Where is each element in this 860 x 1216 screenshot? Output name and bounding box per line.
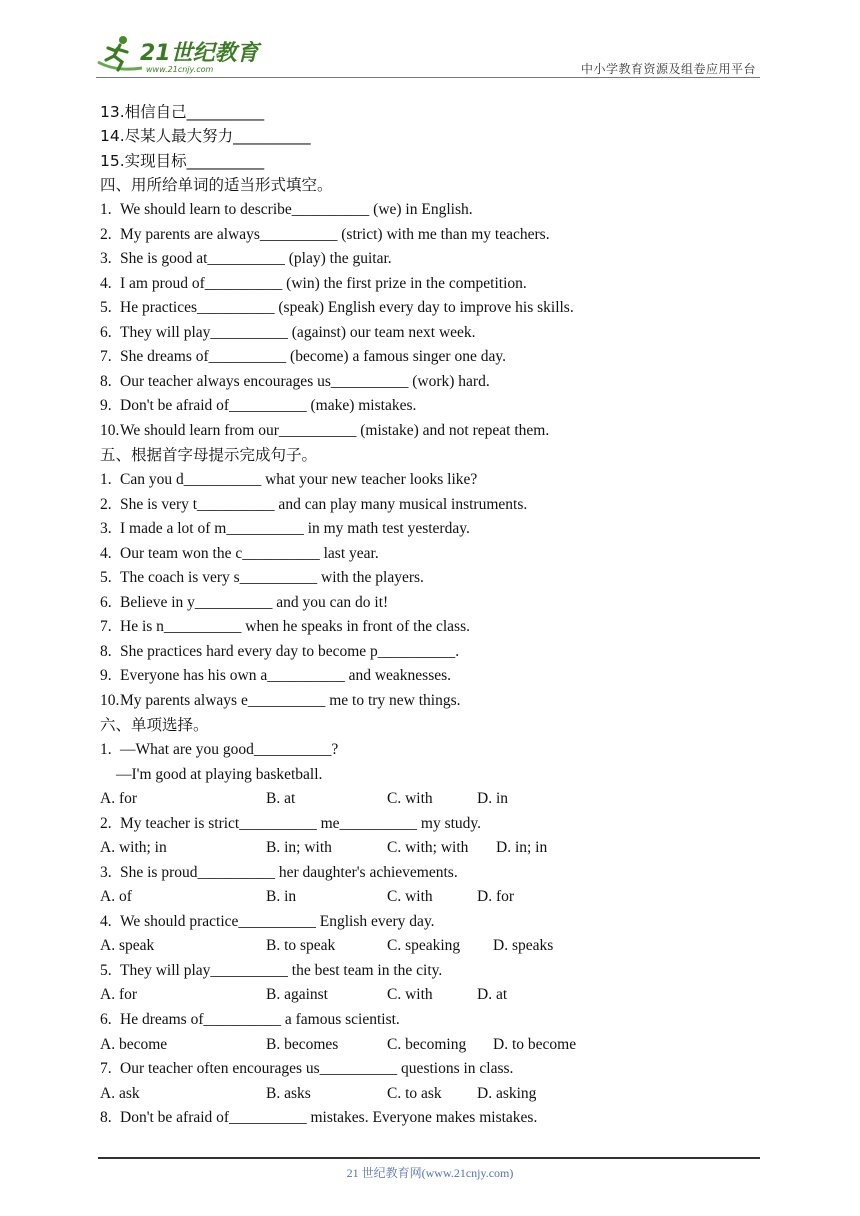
logo-url: www.21cnjy.com xyxy=(146,65,214,74)
page-footer: 21 世纪教育网(www.21cnjy.com) xyxy=(346,1166,514,1180)
option-c: C. to ask xyxy=(387,1085,442,1102)
option-b: B. to speak xyxy=(266,937,336,954)
list-item: 8. She practices hard every day to become p__________. xyxy=(100,643,460,660)
question-5: 5. They will play__________ the best team in the city. xyxy=(100,962,443,979)
question-3: 3. She is proud__________ her daughter's achievements. xyxy=(100,864,458,881)
runner-logo-icon xyxy=(96,32,266,76)
list-item: 1. We should learn to describe__________ (we) in English. xyxy=(100,201,473,218)
option-b: B. in; with xyxy=(266,839,332,856)
option-d: D. for xyxy=(477,888,515,905)
option-a: A. for xyxy=(100,986,138,1003)
vocab-item-15: 15.实现目标__________ xyxy=(100,152,265,170)
option-d: D. in xyxy=(477,790,508,807)
logo-text: 21世纪教育 xyxy=(140,41,259,66)
vocab-item-13: 13.相信自己__________ xyxy=(100,103,265,121)
site-logo xyxy=(96,32,266,76)
list-item: 5. He practices__________ (speak) English every day to improve his skills. xyxy=(100,299,574,316)
list-item: 7. He is n__________ when he speaks in front of the class. xyxy=(100,618,470,635)
option-d: D. at xyxy=(477,986,508,1003)
list-item: 10.We should learn from our__________ (mistake) and not repeat them. xyxy=(100,422,550,439)
list-item: 7. She dreams of__________ (become) a famous singer one day. xyxy=(100,348,506,365)
option-a: A. for xyxy=(100,790,138,807)
list-item: 9. Everyone has his own a__________ and weaknesses. xyxy=(100,667,452,684)
question-1-reply: —I'm good at playing basketball. xyxy=(116,766,323,783)
option-c: C. with xyxy=(387,986,433,1003)
option-d: D. asking xyxy=(477,1085,537,1102)
list-item: 6. Believe in y__________ and you can do it! xyxy=(100,594,389,611)
list-item: 10.My parents always e__________ me to try new things. xyxy=(100,692,461,709)
list-item: 9. Don't be afraid of__________ (make) mistakes. xyxy=(100,397,417,414)
page-header xyxy=(96,30,760,78)
option-b: B. at xyxy=(266,790,296,807)
option-d: D. in; in xyxy=(496,839,548,856)
question-8: 8. Don't be afraid of__________ mistakes. Everyone makes mistakes. xyxy=(100,1109,538,1126)
list-item: 4. I am proud of__________ (win) the first prize in the competition. xyxy=(100,275,527,292)
question-2: 2. My teacher is strict__________ me__________ my study. xyxy=(100,815,482,832)
section-6-heading: 六、单项选择。 xyxy=(100,716,209,734)
list-item: 3. She is good at__________ (play) the guitar. xyxy=(100,250,392,267)
list-item: 1. Can you d__________ what your new teacher looks like? xyxy=(100,471,478,488)
list-item: 4. Our team won the c__________ last year. xyxy=(100,545,379,562)
option-c: C. with xyxy=(387,790,433,807)
option-d: D. to become xyxy=(493,1036,577,1053)
option-c: C. with xyxy=(387,888,433,905)
option-a: A. speak xyxy=(100,937,155,954)
option-d: D. speaks xyxy=(493,937,554,954)
list-item: 3. I made a lot of m__________ in my math test yesterday. xyxy=(100,520,470,537)
option-c: C. speaking xyxy=(387,937,461,954)
option-c: C. becoming xyxy=(387,1036,467,1053)
question-7: 7. Our teacher often encourages us__________ questions in class. xyxy=(100,1060,514,1077)
vocab-item-14: 14.尽某人最大努力__________ xyxy=(100,127,311,145)
option-b: B. becomes xyxy=(266,1036,339,1053)
option-b: B. asks xyxy=(266,1085,311,1102)
list-item: 8. Our teacher always encourages us__________ (work) hard. xyxy=(100,373,490,390)
footer-divider xyxy=(98,1157,760,1159)
option-b: B. against xyxy=(266,986,328,1003)
list-item: 2. My parents are always__________ (strict) with me than my teachers. xyxy=(100,226,550,243)
option-a: A. of xyxy=(100,888,132,905)
question-4: 4. We should practice__________ English every day. xyxy=(100,913,435,930)
question-1: 1. —What are you good__________? xyxy=(100,741,339,758)
option-a: A. become xyxy=(100,1036,168,1053)
option-c: C. with; with xyxy=(387,839,469,856)
list-item: 2. She is very t__________ and can play many musical instruments. xyxy=(100,496,528,513)
section-4-heading: 四、用所给单词的适当形式填空。 xyxy=(100,176,333,194)
header-divider xyxy=(96,77,760,78)
option-a: A. with; in xyxy=(100,839,167,856)
section-5-heading: 五、根据首字母提示完成句子。 xyxy=(100,446,318,464)
option-a: A. ask xyxy=(100,1085,140,1102)
list-item: 6. They will play__________ (against) our team next week. xyxy=(100,324,476,341)
question-6: 6. He dreams of__________ a famous scientist. xyxy=(100,1011,400,1028)
platform-name: 中小学教育资源及组卷应用平台 xyxy=(580,62,756,76)
list-item: 5. The coach is very s__________ with the players. xyxy=(100,569,424,586)
option-b: B. in xyxy=(266,888,297,905)
